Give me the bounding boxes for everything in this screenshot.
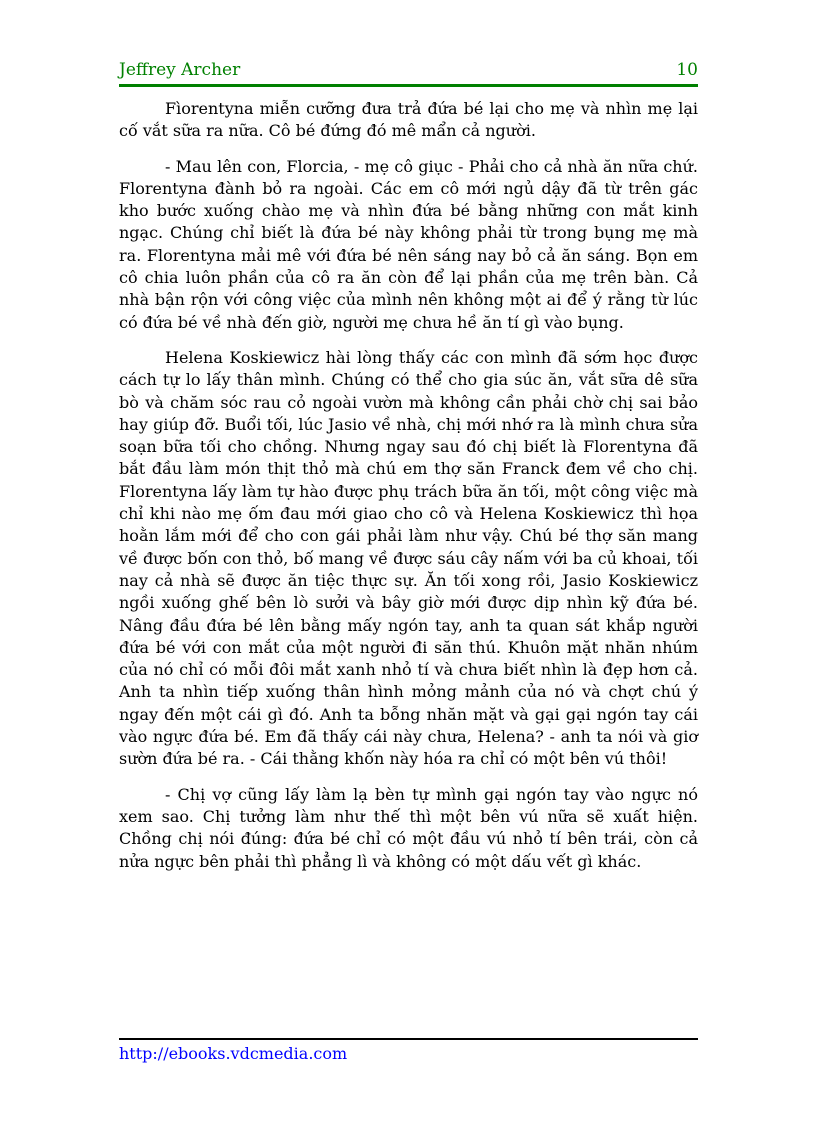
header-author: Jeffrey Archer [119, 60, 241, 80]
page-header [119, 58, 698, 84]
header-divider [119, 84, 698, 87]
body-text [119, 98, 698, 886]
paragraph: - Chị vợ cũng lấy làm lạ bèn tự mình gại ngón tay vào ngực nó xem sao. Chị tưởng làm như thế thì một bên vú nữa sẽ xuất hiện. Chồng chị nói đúng: đứa bé chỉ có một đầu vú nhỏ tí bên trái, còn cả nửa ngực bên phải thì phẳng lì và không có một dấu vết gì khác. [119, 784, 698, 871]
footer-link[interactable]: http://ebooks.vdcmedia.com [119, 1044, 348, 1063]
footer-divider [119, 1038, 698, 1040]
paragraph: - Mau lên con, Florcia, - mẹ cô giục - Phải cho cả nhà ăn nữa chứ. Florentyna đành bỏ ra ngoài. Các em cô mới ngủ dậy đã từ trên gác kho bước xuống chào mẹ và nhìn đứa bé bằng những con mắt kinh ngạc. Chúng chỉ biết là đứa bé này không phải từ trong bụng mẹ mà ra. Florentyna mải mê với đứa bé nên sáng nay bỏ cả ăn sáng. Bọn em cô chia luôn phần của cô ra ăn còn để lại phần của mẹ trên bàn. Cả nhà bận rộn với công việc của mình nên không một ai để ý rằng từ lúc có đứa bé về nhà đến giờ, người mẹ chưa hề ăn tí gì vào bụng. [119, 156, 698, 332]
paragraph: Fìorentyna miễn cưỡng đưa trả đứa bé lại cho mẹ và nhìn mẹ lại cố vắt sữa ra nữa. Cô bé đứng đó mê mẩn cả người. [119, 99, 698, 141]
paragraph: Helena Koskiewicz hài lòng thấy các con mình đã sớm học được cách tự lo lấy thân mình. Chúng có thể cho gia súc ăn, vắt sữa dê sữa bò và chăm sóc rau cỏ ngoài vườn mà không cần phải chờ chị sai bảo hay giúp đỡ. Buổi tối, lúc Jasio về nhà, chị mới nhớ ra là mình chưa sửa soạn bữa tối cho chồng. Nhưng ngay sau đó chị biết là Florentyna đã bắt đầu làm món thịt thỏ mà chú em thợ săn Franck đem về cho chị. Florentyna lấy làm tự hào được phụ trách bữa ăn tối, một công việc mà chỉ khi nào mẹ ốm đau mới giao cho cô và Helena Koskiewicz thì họa hoằn lắm mới để cho con gái phải làm như vậy. Chú bé thợ săn mang về được bốn con thỏ, bố mang về được sáu cây nấm với ba củ khoai, tối nay cả nhà sẽ được ăn tiệc thực sự. Ăn tối xong rồi, Jasio Koskiewicz ngồi xuống ghế bên lò sưởi và bây giờ mới được dịp nhìn kỹ đứa bé. Nâng đầu đứa bé lên bằng mấy ngón tay, anh ta quan sát khắp người đứa bé với con mắt của một người đi săn thú. Khuôn mặt nhăn nhúm của nó chỉ có mỗi đôi mắt xanh nhỏ tí và chưa biết nhìn là đẹp hơn cả. Anh ta nhìn tiếp xuống thân hình mỏng mảnh của nó và chợt chú ý ngay đến một cái gì đó. Anh ta bỗng nhăn mặt và gại gại ngón tay cái vào ngực đứa bé. Em đã thấy cái này chưa, Helena? - anh ta nói và giơ sườn đứa bé ra. - Cái thằng khốn này hóa ra chỉ có một bên vú thôi! [119, 347, 698, 769]
header-page-number: 10 [676, 60, 698, 80]
